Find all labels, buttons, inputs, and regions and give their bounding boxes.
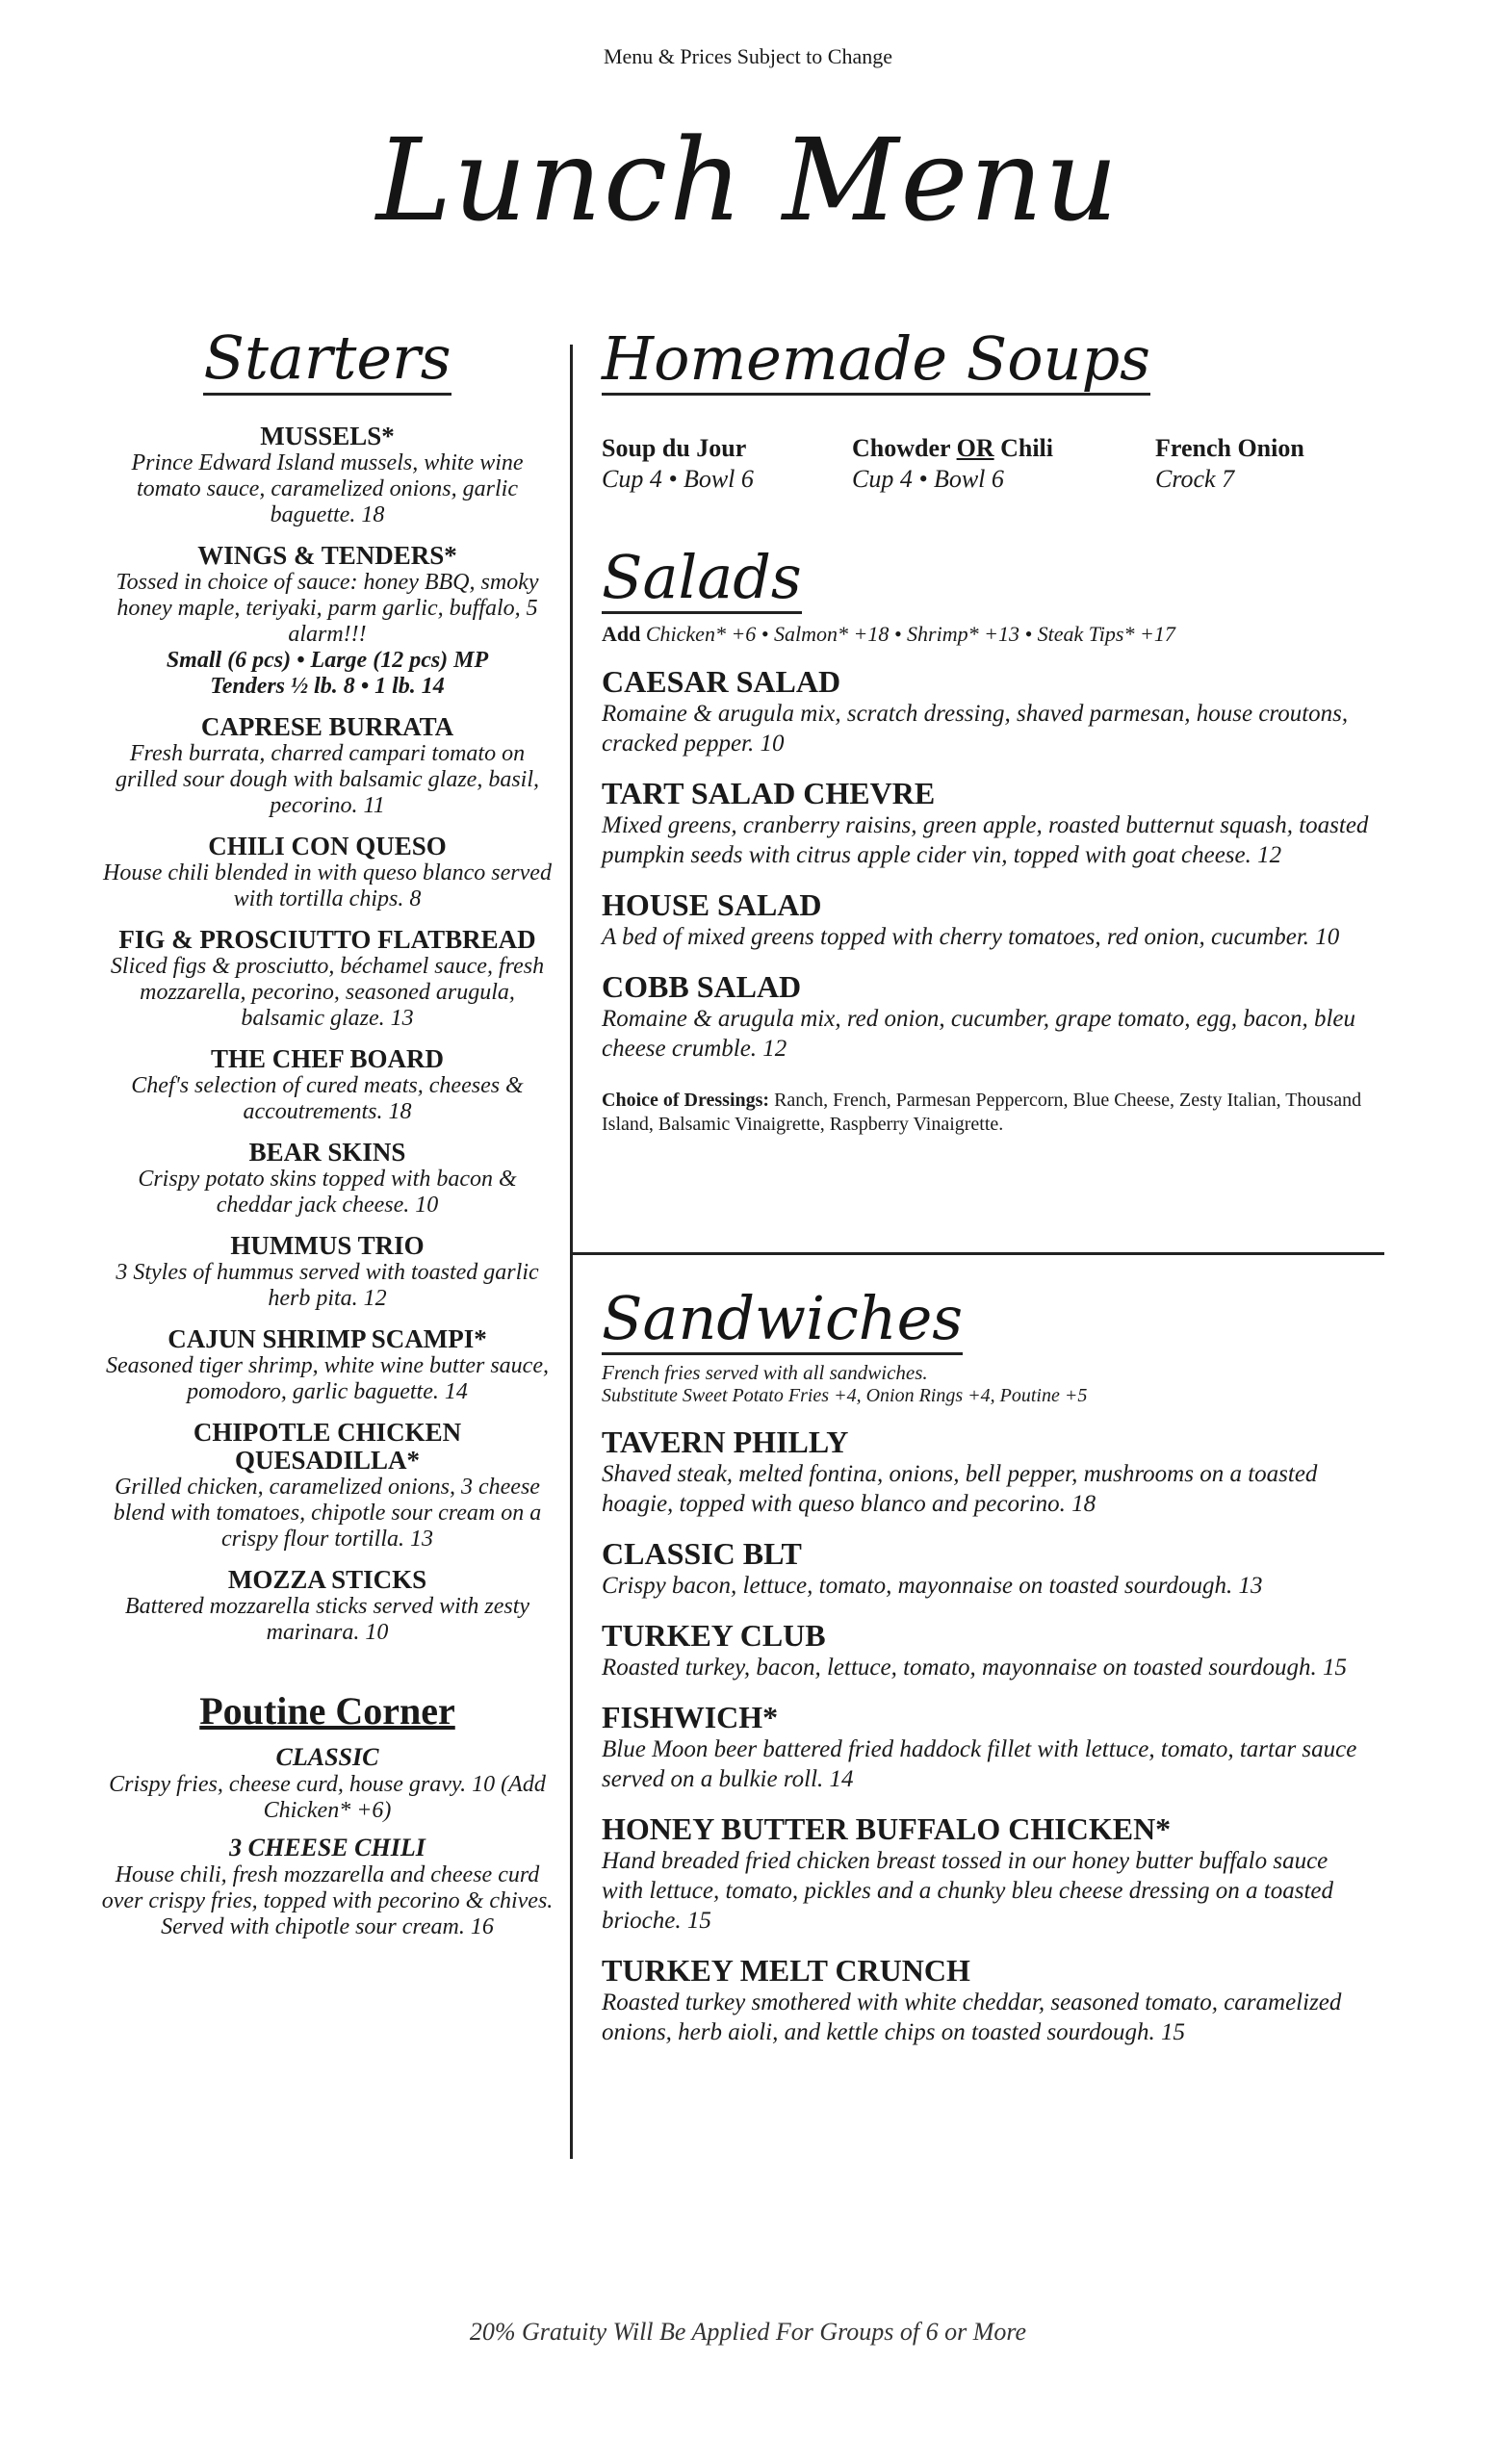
poutine-desc: Crispy fries, cheese curd, house gravy. 10 (Add Chicken* +6)	[109, 1772, 546, 1823]
starter-desc: Grilled chicken, caramelized onions, 3 cheese blend with tomatoes, chipotle sour cream on a crispy flour tortilla. 13	[113, 1475, 542, 1552]
starter-name: CHILI CON QUESO	[208, 832, 447, 860]
salad-desc: Romaine & arugula mix, red onion, cucumber, grape tomato, egg, bacon, bleu cheese crumble. 12	[602, 1006, 1355, 1062]
starter-desc: Fresh burrata, charred campari tomato on grilled sour dough with balsamic glaze, basil, pecorino. 11	[115, 741, 539, 818]
starter-name: THE CHEF BOARD	[210, 1044, 445, 1073]
salad-name: CAESAR SALAD	[602, 664, 841, 699]
soup-item	[1155, 433, 1304, 495]
starter-name: CHIPOTLE CHICKEN QUESADILLA*	[193, 1418, 462, 1475]
soup-price: Cup 4 • Bowl 6	[852, 465, 1004, 493]
salad-desc: Romaine & arugula mix, scratch dressing, shaved parmesan, house croutons, cracked pepper. 10	[602, 701, 1349, 757]
salad-desc: Mixed greens, cranberry raisins, green apple, roasted butternut squash, toasted pumpkin seeds with citrus apple cider vin, topped with goat cheese. 12	[602, 812, 1369, 868]
soup-name: Soup du Jour	[602, 434, 747, 462]
sandwich-desc: Roasted turkey, bacon, lettuce, tomato, mayonnaise on toasted sourdough. 15	[602, 1655, 1347, 1681]
sandwich-desc: Shaved steak, melted fontina, onions, bell pepper, mushrooms on a toasted hoagie, topped with queso blanco and pecorino. 18	[602, 1461, 1318, 1517]
dressings-list: Choice of Dressings: Ranch, French, Parmesan Peppercorn, Blue Cheese, Zesty Italian, Thousand Island, Balsamic Vinaigrette, Raspberry Vinaigrette.	[602, 1090, 1362, 1135]
gratuity-footer: 20% Gratuity Will Be Applied For Groups of 6 or More	[469, 2318, 1027, 2346]
soup-name: French Onion	[1155, 434, 1304, 462]
sandwich-name: TURKEY CLUB	[602, 1618, 826, 1653]
sandwich-desc: Crispy bacon, lettuce, tomato, mayonnaise on toasted sourdough. 13	[602, 1573, 1263, 1599]
starter-name: MUSSELS*	[260, 422, 395, 450]
salad-name: COBB SALAD	[602, 969, 802, 1004]
starter-desc: Chef's selection of cured meats, cheeses & accoutrements. 18	[131, 1073, 524, 1124]
poutine-title: Poutine Corner	[199, 1689, 455, 1732]
sandwich-desc: Roasted turkey smothered with white cheddar, seasoned tomato, caramelized onions, herb aioli, and kettle chips on toasted sourdough. 15	[602, 1989, 1342, 2045]
starters-section	[101, 322, 554, 1940]
soup-price: Crock 7	[1155, 465, 1235, 493]
starter-name: MOZZA STICKS	[227, 1565, 427, 1594]
sandwich-substitution-note: Substitute Sweet Potato Fries +4, Onion Rings +4, Poutine +5	[602, 1385, 1088, 1406]
starter-desc: House chili blended in with queso blanco served with tortilla chips. 8	[103, 860, 552, 911]
soups-section	[602, 325, 1372, 396]
soups-title: Homemade Soups	[602, 323, 1150, 394]
starter-desc: Battered mozzarella sticks served with zesty marinara. 10	[124, 1594, 530, 1645]
starters-title: Starters	[101, 322, 554, 396]
sandwich-name: HONEY BUTTER BUFFALO CHICKEN*	[602, 1811, 1172, 1846]
starter-desc: Tossed in choice of sauce: honey BBQ, smoky honey maple, teriyaki, parm garlic, buffalo, 5 alarm!!!	[116, 570, 539, 647]
sandwich-name: FISHWICH*	[602, 1700, 779, 1734]
salads-title: Salads	[602, 542, 802, 612]
starter-name: BEAR SKINS	[248, 1138, 406, 1167]
salads-section	[602, 544, 1372, 1137]
soup-price: Cup 4 • Bowl 6	[602, 465, 754, 493]
soup-name: Chowder OR Chili	[852, 434, 1054, 462]
starter-name: CAPRESE BURRATA	[200, 712, 454, 741]
salad-addons: Add Chicken* +6 • Salmon* +18 • Shrimp* +13 • Steak Tips* +17	[602, 622, 1175, 646]
salad-name: TART SALAD CHEVRE	[602, 776, 936, 810]
starter-desc: Seasoned tiger shrimp, white wine butter sauce, pomodoro, garlic baguette. 14	[106, 1353, 549, 1404]
section-divider	[572, 1252, 1384, 1255]
sandwiches-title: Sandwiches	[602, 1283, 964, 1353]
starter-name: HUMMUS TRIO	[230, 1231, 425, 1260]
price-notice: Menu & Prices Subject to Change	[603, 44, 892, 68]
starter-desc: 3 Styles of hummus served with toasted garlic herb pita. 12	[116, 1260, 539, 1311]
page-title: Lunch Menu	[375, 114, 1121, 246]
starter-desc: Prince Edward Island mussels, white wine tomato sauce, caramelized onions, garlic baguette. 18	[131, 450, 524, 527]
sandwich-desc: Blue Moon beer battered fried haddock fillet with lettuce, tomato, tartar sauce served on a bulkie roll. 14	[602, 1736, 1357, 1792]
starter-name: WINGS & TENDERS*	[197, 541, 457, 570]
salad-desc: A bed of mixed greens topped with cherry tomatoes, red onion, cucumber. 10	[602, 924, 1340, 950]
starter-name: CAJUN SHRIMP SCAMPI*	[168, 1324, 487, 1353]
starter-desc: Sliced figs & prosciutto, béchamel sauce, fresh mozzarella, pecorino, seasoned arugula, balsamic glaze. 13	[110, 954, 545, 1031]
poutine-name: CLASSIC	[275, 1743, 379, 1771]
starter-name: FIG & PROSCIUTTO FLATBREAD	[118, 925, 536, 954]
soup-item	[602, 433, 754, 495]
soup-item	[852, 433, 1053, 495]
starter-tenders: Tenders ½ lb. 8 • 1 lb. 14	[210, 674, 445, 699]
salad-name: HOUSE SALAD	[602, 887, 822, 922]
poutine-desc: House chili, fresh mozzarella and cheese curd over crispy fries, topped with pecorino & chives. Served with chipotle sour cream. 16	[101, 1862, 554, 1939]
sandwich-name: TURKEY MELT CRUNCH	[602, 1953, 970, 1988]
sandwich-name: TAVERN PHILLY	[602, 1424, 849, 1459]
starter-desc: Crispy potato skins topped with bacon & cheddar jack cheese. 10	[138, 1167, 517, 1218]
sandwich-name: CLASSIC BLT	[602, 1536, 802, 1571]
sandwiches-section	[602, 1285, 1372, 2047]
sandwich-note: French fries served with all sandwiches.	[602, 1361, 928, 1384]
starter-sizes: Small (6 pcs) • Large (12 pcs) MP	[166, 648, 489, 673]
poutine-name: 3 CHEESE CHILI	[229, 1834, 426, 1861]
sandwich-desc: Hand breaded fried chicken breast tossed in our honey butter buffalo sauce with lettuce, tomato, pickles and a chunky bleu cheese dressing on a toasted brioche. 15	[602, 1848, 1334, 1934]
